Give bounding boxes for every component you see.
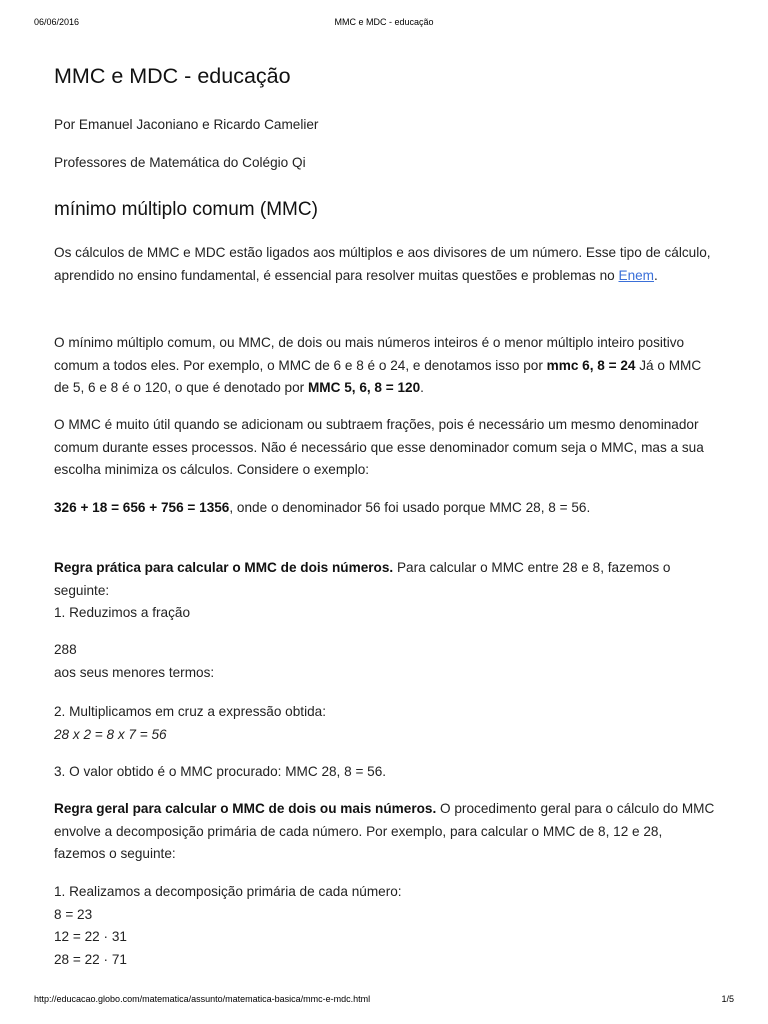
page-title: MMC e MDC - educação: [54, 64, 291, 88]
print-page-title: MMC e MDC - educação: [334, 17, 434, 27]
paragraph-text: O procedimento geral para o cálculo do MMC envolve a decomposição primária de cada número. Por exemplo, para calcular o MMC de 8, 12 e 28, fazemos o seguinte:: [54, 801, 715, 861]
step-1: 1. Realizamos a decomposição primária de cada número:: [54, 884, 402, 899]
author-line: Por Emanuel Jaconiano e Ricardo Camelier: [54, 117, 319, 132]
paragraph-usefulness: O MMC é muito útil quando se adicionam ou subtraem frações, pois é necessário um mesmo denominador comum durante esses processos. Não é necessário que esse denominador comum seja o MMC, mas a sua escolha minimiza os cálculos. Considere o exemplo:: [54, 417, 704, 477]
paragraph-example: [54, 497, 716, 520]
section-title: mínimo múltiplo comum (MMC): [54, 199, 318, 220]
print-date: 06/06/2016: [34, 17, 80, 27]
paragraph-fraction: [54, 639, 716, 684]
paragraph-text: O mínimo múltiplo comum, ou MMC, de dois ou mais números inteiros é o menor múltiplo inteiro positivo comum a todos eles. Por exemplo, o MMC de 6 e 8 é o 24, e denotamos isso por: [54, 335, 685, 373]
paragraph-text: Já o MMC de 5, 6 e 8 é o 120, o que é denotado por: [54, 357, 702, 395]
mmc-notation-example-2: MMC 5, 6, 8 = 120: [307, 380, 421, 395]
paragraph-text: , onde o denominador 56 foi usado porque MMC 28, 8 = 56.: [229, 500, 591, 515]
decomposition-28: 28 = 22 · 71: [54, 951, 127, 967]
paragraph-end: .: [420, 380, 424, 395]
paragraph-step-2: [54, 701, 716, 746]
paragraph-text: Os cálculos de MMC e MDC estão ligados aos múltiplos e aos divisores de um número. Esse tipo de cálculo, aprendido no ensino fundamental, é essencial para resolver muitas questões e problemas no: [54, 245, 711, 283]
paragraph-text: aos seus menores termos:: [54, 664, 215, 680]
fraction-value: 288: [54, 642, 77, 657]
rule-heading: Regra geral para calcular o MMC de dois ou mais números.: [54, 801, 437, 816]
mmc-notation-example: mmc 6, 8 = 24: [546, 357, 636, 373]
paragraph-step-3: 3. O valor obtido é o MMC procurado: MMC 28, 8 = 56.: [54, 764, 387, 779]
print-header: [0, 17, 768, 29]
step-2: 2. Multiplicamos em cruz a expressão obtida:: [54, 704, 326, 719]
print-footer: [0, 994, 768, 1006]
enem-link[interactable]: Enem: [618, 267, 655, 283]
paragraph-intro: [54, 242, 716, 287]
example-expression: 326 + 18 = 656 + 756 = 1356: [54, 500, 230, 515]
rule-heading: Regra prática para calcular o MMC de dois números.: [54, 560, 394, 575]
decomposition-12: 12 = 22 · 31: [54, 929, 127, 944]
step-1: 1. Reduzimos a fração: [54, 605, 191, 620]
paragraph-end: .: [654, 267, 658, 283]
affiliation-line: Professores de Matemática do Colégio Qi: [54, 155, 306, 170]
paragraph-general-rule: [54, 798, 716, 866]
paragraph-decomposition: [54, 881, 716, 971]
paragraph-practical-rule: [54, 557, 716, 625]
paragraph-definition: [54, 332, 716, 400]
print-url: http://educacao.globo.com/matematica/assunto/matematica-basica/mmc-e-mdc.html: [34, 994, 371, 1004]
paragraph-text: Para calcular o MMC entre 28 e 8, fazemos o seguinte:: [54, 560, 671, 598]
decomposition-8: 8 = 23: [54, 906, 93, 922]
page-number: 1/5: [721, 994, 734, 1004]
cross-multiplication-expression: 28 x 2 = 8 x 7 = 56: [54, 726, 167, 742]
